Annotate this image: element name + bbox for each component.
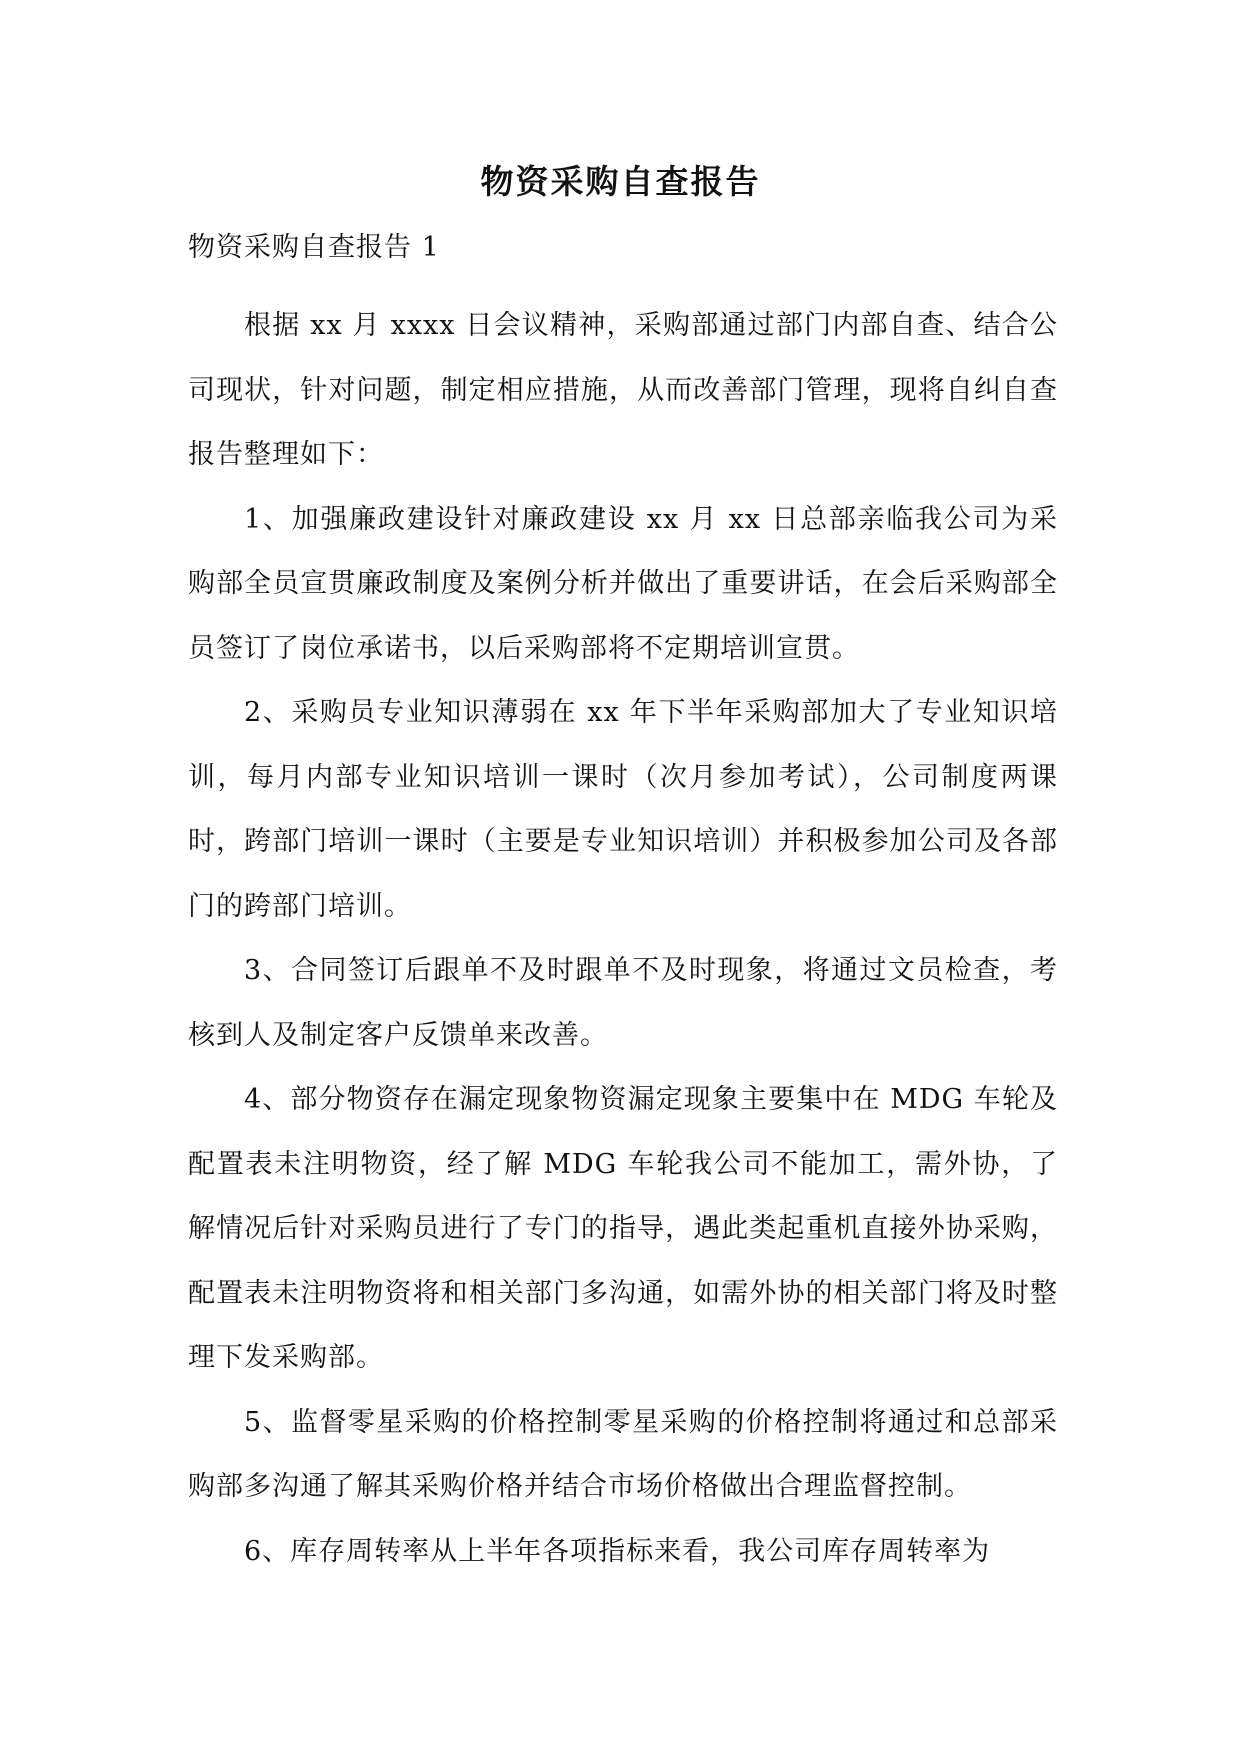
paragraph-item-3: 3、合同签订后跟单不及时跟单不及时现象，将通过文员检查，考核到人及制定客户反馈单来改善。 (188, 955, 1058, 1051)
paragraph-item-2: 2、采购员专业知识薄弱在 xx 年下半年采购部加大了专业知识培训，每月内部专业知识培训一课时（次月参加考试），公司制度两课时，跨部门培训一课时（主要是专业知识培训）并积极参加公司及各部门的跨部门培训。 (188, 697, 1058, 922)
paragraph-intro: 根据 xx 月 xxxx 日会议精神，采购部通过部门内部自查、结合公司现状，针对问题，制定相应措施，从而改善部门管理，现将自纠自查报告整理如下： (188, 310, 1058, 470)
document-subtitle: 物资采购自查报告 1 (188, 232, 440, 263)
document-title: 物资采购自查报告 (480, 162, 761, 201)
paragraph-item-1: 1、加强廉政建设针对廉政建设 xx 月 xx 日总部亲临我公司为采购部全员宣贯廉政制度及案例分析并做出了重要讲话，在会后采购部全员签订了岗位承诺书，以后采购部将不定期培训宣贯。 (188, 503, 1058, 664)
paragraph-item-6: 6、库存周转率从上半年各项指标来看，我公司库存周转率为 (244, 1535, 991, 1567)
paragraph-item-5: 5、监督零星采购的价格控制零星采购的价格控制将通过和总部采购部多沟通了解其采购价格并结合市场价格做出合理监督控制。 (188, 1406, 1058, 1502)
paragraph-item-4: 4、部分物资存在漏定现象物资漏定现象主要集中在 MDG 车轮及配置表未注明物资，经了解 MDG 车轮我公司不能加工，需外协，了解情况后针对采购员进行了专门的指导，遇此类起重机直接外协采购，配置表未注明物资将和相关部门多沟通，如需外协的相关部门将及时整理下发采购部。 (188, 1084, 1058, 1373)
document-body (188, 294, 1058, 1584)
